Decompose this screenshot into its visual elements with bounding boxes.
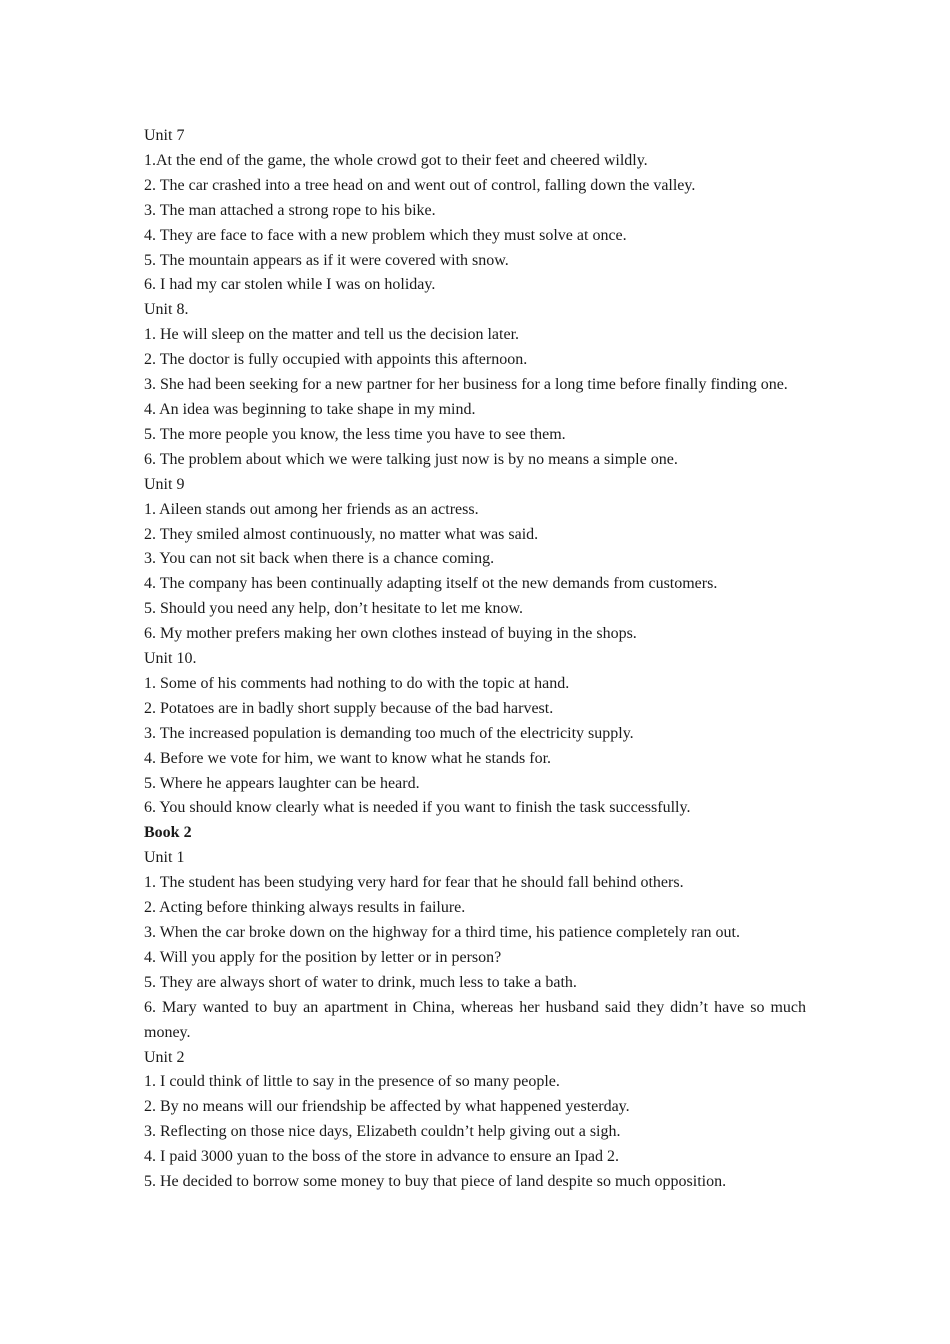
sentence-item: 5. The mountain appears as if it were covered with snow. xyxy=(144,251,509,269)
sentence-item: 1. He will sleep on the matter and tell us the decision later. xyxy=(144,326,520,344)
unit-heading: Unit 9 xyxy=(144,475,185,493)
sentence-item: 2. The car crashed into a tree head on and went out of control, falling down the valley. xyxy=(144,176,696,194)
sentence-item: 1. I could think of little to say in the presence of so many people. xyxy=(144,1073,560,1091)
unit-heading: Unit 2 xyxy=(144,1048,185,1066)
sentence-item: 5. They are always short of water to drink, much less to take a bath. xyxy=(144,973,577,991)
sentence-item: 5. Should you need any help, don’t hesitate to let me know. xyxy=(144,600,524,618)
sentence-item: 6. My mother prefers making her own clothes instead of buying in the shops. xyxy=(144,625,637,643)
unit-heading: Unit 1 xyxy=(144,849,185,867)
sentence-item: 2. The doctor is fully occupied with appoints this afternoon. xyxy=(144,351,528,369)
sentence-item: 6. The problem about which we were talking just now is by no means a simple one. xyxy=(144,450,678,468)
sentence-item: 6. You should know clearly what is needed if you want to finish the task successfully. xyxy=(144,799,691,817)
sentence-item: 5. He decided to borrow some money to buy that piece of land despite so much opposition. xyxy=(144,1173,727,1191)
book-heading: Book 2 xyxy=(144,824,192,842)
sentence-item: 4. Before we vote for him, we want to know what he stands for. xyxy=(144,749,552,767)
sentence-item: 4. An idea was beginning to take shape in my mind. xyxy=(144,400,476,418)
unit-heading: Unit 10. xyxy=(144,650,197,668)
sentence-item: 4. The company has been continually adapting itself ot the new demands from customers. xyxy=(144,575,718,593)
sentence-item: 1.At the end of the game, the whole crowd got to their feet and cheered wildly. xyxy=(144,151,648,169)
sentence-item: 3. The man attached a strong rope to his bike. xyxy=(144,201,436,219)
sentence-item: 6. Mary wanted to buy an apartment in China, whereas her husband said they didn’t have so much money. xyxy=(144,998,806,1041)
unit-heading: Unit 8. xyxy=(144,301,189,319)
sentence-item: 2. Potatoes are in badly short supply because of the bad harvest. xyxy=(144,699,554,717)
sentence-item: 3. She had been seeking for a new partner for her business for a long time before finally finding one. xyxy=(144,376,788,394)
sentence-item: 2. Acting before thinking always results in failure. xyxy=(144,899,466,917)
sentence-item: 2. By no means will our friendship be affected by what happened yesterday. xyxy=(144,1098,630,1116)
sentence-item: 5. Where he appears laughter can be heard. xyxy=(144,774,420,792)
sentence-item: 3. Reflecting on those nice days, Elizabeth couldn’t help giving out a sigh. xyxy=(144,1123,621,1141)
sentence-item: 3. When the car broke down on the highway for a third time, his patience completely ran out. xyxy=(144,924,740,941)
unit-heading: Unit 7 xyxy=(144,127,185,144)
sentence-item: 6. I had my car stolen while I was on holiday. xyxy=(144,276,436,294)
sentence-item: 5. The more people you know, the less time you have to see them. xyxy=(144,425,566,443)
sentence-item: 4. They are face to face with a new problem which they must solve at once. xyxy=(144,226,627,244)
sentence-item: 2. They smiled almost continuously, no matter what was said. xyxy=(144,525,539,543)
sentence-item: 1. The student has been studying very hard for fear that he should fall behind others. xyxy=(144,874,684,892)
sentence-item: 1. Some of his comments had nothing to do with the topic at hand. xyxy=(144,674,570,692)
sentence-item: 3. You can not sit back when there is a chance coming. xyxy=(144,550,495,568)
sentence-item: 3. The increased population is demanding too much of the electricity supply. xyxy=(144,724,634,742)
sentence-item: 4. I paid 3000 yuan to the boss of the store in advance to ensure an Ipad 2. xyxy=(144,1148,619,1166)
sentence-item: 1. Aileen stands out among her friends as an actress. xyxy=(144,500,479,518)
sentence-item: 4. Will you apply for the position by letter or in person? xyxy=(144,948,502,966)
document-page xyxy=(144,124,806,1195)
